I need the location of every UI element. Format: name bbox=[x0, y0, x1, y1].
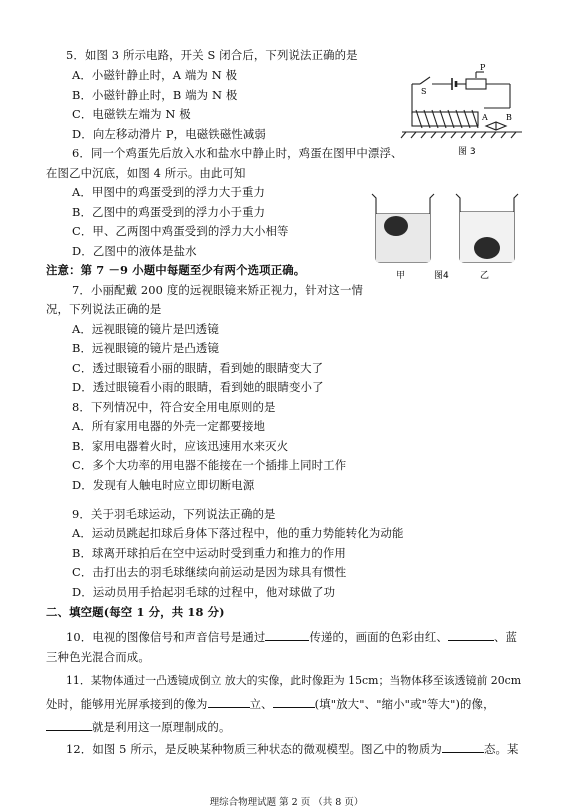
q5-option-a: A．小磁针静止时，A 端为 N 极 bbox=[72, 68, 238, 82]
q11-blank-1[interactable] bbox=[208, 696, 250, 708]
q12-blank-1[interactable] bbox=[442, 741, 484, 753]
figure-4-caption: 图4 bbox=[434, 271, 449, 281]
q11-blank-3[interactable] bbox=[46, 719, 92, 731]
q10-line1 bbox=[66, 629, 517, 644]
q5-option-c: C．电磁铁左端为 N 极 bbox=[72, 107, 191, 121]
q6-option-a: A．甲图中的鸡蛋受到的浮力大于重力 bbox=[72, 185, 266, 199]
q12-text-b: 态。某 bbox=[483, 742, 519, 756]
q10-text-c: 、蓝 bbox=[493, 630, 518, 644]
q5-option-d: D．向左移动滑片 P，电磁铁磁性减弱 bbox=[72, 127, 266, 141]
q7-option-a: A．远视眼镜的镜片是凹透镜 bbox=[72, 322, 219, 336]
q9-stem: 9．关于羽毛球运动，下列说法正确的是 bbox=[72, 507, 276, 521]
q6-option-c: C．甲、乙两图中鸡蛋受到的浮力大小相等 bbox=[72, 224, 289, 238]
beaker-jia-label: 甲 bbox=[396, 271, 406, 281]
switch-label: S bbox=[421, 87, 427, 96]
q11-text-c: (填"放大"、"缩小"或"等大")的像， bbox=[314, 697, 495, 711]
q11-text-d: 就是利用这一原理制成的。 bbox=[92, 720, 231, 734]
page-footer: 理综合物理试题 第 2 页 （共 8 页） bbox=[209, 797, 364, 808]
q7-stem-line2: 况，下列说法正确的是 bbox=[46, 302, 162, 316]
q10-text-b: 传递的，画面的色彩由红、 bbox=[309, 630, 448, 644]
q6-option-d: D．乙图中的液体是盐水 bbox=[72, 244, 197, 258]
needle-end-b-label: B bbox=[506, 113, 512, 122]
q8-option-c: C．多个大功率的用电器不能接在一个插排上同时工作 bbox=[72, 458, 347, 472]
q6-option-b: B．乙图中的鸡蛋受到的浮力小于重力 bbox=[72, 205, 266, 219]
floating-egg bbox=[384, 216, 408, 236]
needle-end-a-label: A bbox=[482, 113, 488, 122]
q7-option-d: D．透过眼镜看小雨的眼睛，看到她的眼睛变小了 bbox=[72, 380, 324, 394]
q11-line1: 11．某物体通过一凸透镜成倒立 放大的实像，此时像距为 15cm；当物体移至该透镜前 20cm bbox=[66, 674, 522, 687]
q5-stem: 5．如图 3 所示电路，开关 S 闭合后，下列说法正确的是 bbox=[66, 48, 358, 62]
q9-option-c: C．击打出去的羽毛球继续向前运动是因为球具有惯性 bbox=[72, 565, 347, 579]
multi-answer-note: 注意：第 7 －9 小题中每题至少有两个选项正确。 bbox=[46, 263, 306, 277]
q12-text-a: 12．如图 5 所示，是反映某种物质三种状态的微观模型。图乙中的物质为 bbox=[66, 742, 442, 756]
q10-line2: 三种色光混合而成。 bbox=[46, 650, 150, 664]
q8-option-a: A．所有家用电器的外壳一定都要接地 bbox=[72, 419, 266, 433]
q11-blank-2[interactable] bbox=[273, 696, 315, 708]
q7-option-b: B．远视眼镜的镜片是凸透镜 bbox=[72, 341, 220, 355]
q6-stem-line1: 6．同一个鸡蛋先后放入水和盐水中静止时，鸡蛋在图甲中漂浮、 bbox=[72, 146, 403, 160]
figure-4-beakers bbox=[364, 186, 530, 284]
q11-text-a: 处时，能够用光屏承接到的像为 bbox=[46, 697, 208, 711]
q11-line3 bbox=[46, 719, 231, 734]
q5-option-b: B．小磁针静止时，B 端为 N 极 bbox=[72, 88, 238, 102]
q7-stem-line1: 7．小丽配戴 200 度的远视眼镜来矫正视力，针对这一情 bbox=[72, 283, 364, 297]
beaker-yi-label: 乙 bbox=[480, 271, 490, 281]
section-2-heading: 二、填空题(每空 1 分，共 18 分) bbox=[46, 605, 225, 619]
q6-stem-line2: 在图乙中沉底，如图 4 所示。由此可知 bbox=[46, 166, 246, 180]
figure-3-caption: 图 3 bbox=[458, 147, 476, 157]
q11-line2 bbox=[46, 696, 495, 711]
sinking-egg bbox=[474, 237, 500, 259]
q8-option-d: D．发现有人触电时应立即切断电源 bbox=[72, 478, 255, 492]
q12-line1 bbox=[66, 741, 519, 756]
q11-text-b: 立、 bbox=[249, 697, 273, 711]
slider-label: P bbox=[480, 63, 486, 72]
figure-3-circuit bbox=[392, 62, 532, 160]
q7-option-c: C．透过眼镜看小丽的眼睛，看到她的眼睛变大了 bbox=[72, 361, 324, 375]
q8-option-b: B．家用电器着火时，应该迅速用水来灭火 bbox=[72, 439, 289, 453]
q9-option-a: A．运动员跳起扣球后身体下落过程中，他的重力势能转化为动能 bbox=[72, 526, 404, 540]
q8-stem: 8．下列情况中，符合安全用电原则的是 bbox=[72, 400, 276, 414]
q10-blank-2[interactable] bbox=[448, 629, 494, 641]
q10-text-a: 10．电视的图像信号和声音信号是通过 bbox=[66, 630, 266, 644]
q10-blank-1[interactable] bbox=[265, 629, 309, 641]
q9-option-b: B．球离开球拍后在空中运动时受到重力和推力的作用 bbox=[72, 546, 346, 560]
q9-option-d: D．运动员用手拾起羽毛球的过程中，他对球做了功 bbox=[72, 585, 336, 599]
